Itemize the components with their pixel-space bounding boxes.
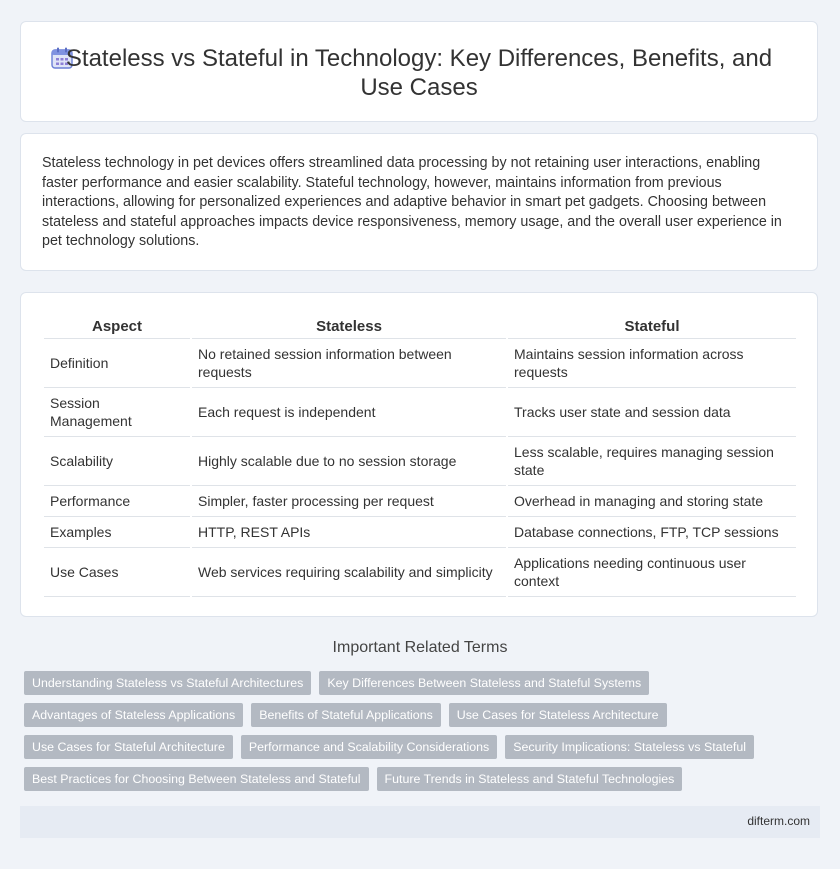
cell-aspect: Use Cases [44,548,190,597]
cell-aspect: Session Management [44,388,190,437]
related-terms-title: Important Related Terms [332,639,508,656]
related-tag[interactable]: Advantages of Stateless Applications [24,703,243,727]
table-row [44,486,796,517]
table-row [44,339,796,388]
cell-stateful: Less scalable, requires managing session state [508,437,796,486]
related-tag[interactable]: Benefits of Stateful Applications [251,703,441,727]
header-aspect: Aspect [44,315,190,339]
tag-row [24,671,649,695]
table-row [44,388,796,437]
related-tag[interactable]: Future Trends in Stateless and Stateful Technologies [377,767,683,791]
cell-stateful: Tracks user state and session data [508,388,796,437]
cell-stateful: Maintains session information across requests [508,339,796,388]
header-stateful: Stateful [508,315,796,339]
table-header-row [44,315,796,339]
cell-stateless: No retained session information between requests [192,339,506,388]
header-stateless: Stateless [192,315,506,339]
cell-stateless: Each request is independent [192,388,506,437]
intro-card [20,133,818,271]
cell-stateless: HTTP, REST APIs [192,517,506,548]
cell-stateful: Database connections, FTP, TCP sessions [508,517,796,548]
cell-aspect: Performance [44,486,190,517]
cell-aspect: Examples [44,517,190,548]
tag-row [24,703,667,727]
page-title: Stateless vs Stateful in Technology: Key Differences, Benefits, and Use Cases [65,45,773,101]
related-tag[interactable]: Understanding Stateless vs Stateful Architectures [24,671,311,695]
table-card [20,292,818,617]
related-tag[interactable]: Performance and Scalability Considerations [241,735,497,759]
related-tag[interactable]: Best Practices for Choosing Between Stateless and Stateful [24,767,369,791]
cell-stateless: Highly scalable due to no session storage [192,437,506,486]
cell-stateless: Web services requiring scalability and simplicity [192,548,506,597]
table-row [44,437,796,486]
comparison-table [42,315,798,597]
cell-aspect: Scalability [44,437,190,486]
related-tag[interactable]: Use Cases for Stateless Architecture [449,703,667,727]
related-tag[interactable]: Use Cases for Stateful Architecture [24,735,233,759]
table-row [44,548,796,597]
cell-stateful: Applications needing continuous user context [508,548,796,597]
footer-site-link[interactable]: difterm.com [747,814,810,828]
tag-row [24,767,682,791]
tag-row [24,735,754,759]
cell-stateless: Simpler, faster processing per request [192,486,506,517]
related-tag[interactable]: Key Differences Between Stateless and Stateful Systems [319,671,649,695]
related-tag[interactable]: Security Implications: Stateless vs Stateful [505,735,754,759]
footer [20,806,820,838]
intro-paragraph: Stateless technology in pet devices offers streamlined data processing by not retaining user interactions, enabling faster performance and easier scalability. Stateful technology, however, maintains information from previous interactions, allowing for personalized experiences and adaptive behavior in smart pet gadgets. Choosing between stateless and stateful approaches impacts device responsiveness, memory usage, and the overall user experience in pet technology solutions. [42,155,782,249]
cell-aspect: Definition [44,339,190,388]
title-card [20,21,818,122]
table-row [44,517,796,548]
cell-stateful: Overhead in managing and storing state [508,486,796,517]
